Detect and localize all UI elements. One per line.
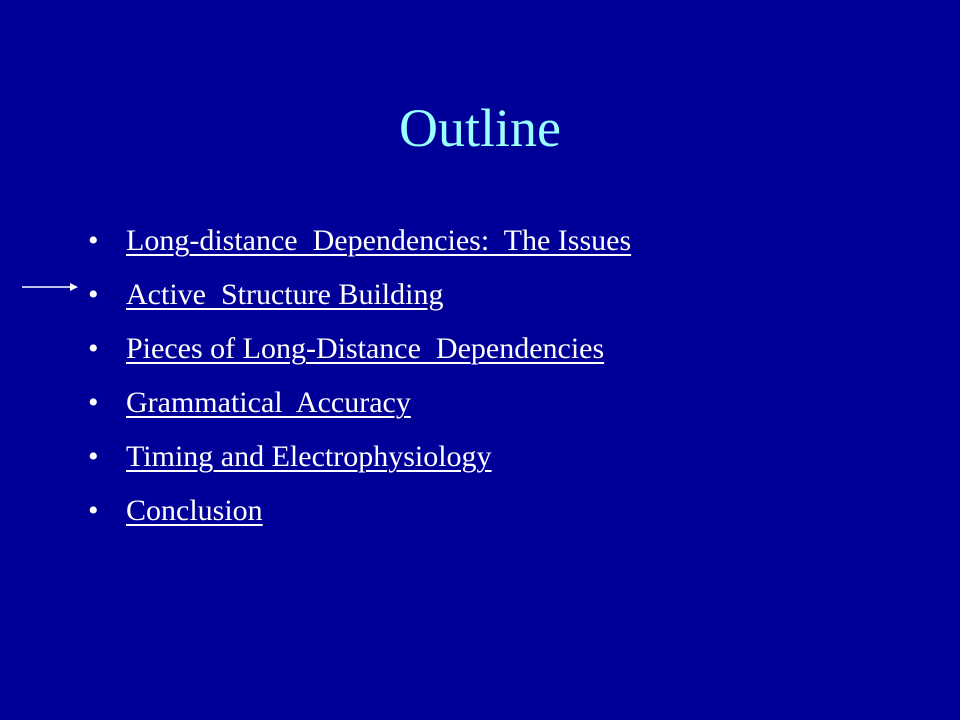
bullet-icon: • [88,332,99,365]
outline-link-pieces[interactable]: Pieces of Long-Distance Dependencies [126,332,605,365]
outline-link-active-structure[interactable]: Active Structure Building [126,278,444,311]
outline-item-conclusion [88,484,631,538]
bullet-icon: • [88,386,99,419]
bullet-icon: • [88,278,99,311]
bullet-icon: • [88,494,99,527]
bullet-icon: • [88,440,99,473]
outline-link-timing[interactable]: Timing and Electrophysiology [126,440,492,473]
outline-link-issues[interactable]: Long-distance Dependencies: The Issues [126,224,632,257]
bullet-icon: • [88,224,99,257]
arrow-right-icon [22,280,78,294]
outline-link-grammatical-accuracy[interactable]: Grammatical Accuracy [126,386,411,419]
outline-item-issues [88,214,631,268]
outline-item-grammatical-accuracy [88,376,631,430]
outline-link-conclusion[interactable]: Conclusion [126,494,263,527]
outline-list [88,214,631,538]
slide-title: Outline [399,98,561,158]
outline-item-timing [88,430,631,484]
outline-item-pieces [88,322,631,376]
outline-item-active-structure [88,268,631,322]
